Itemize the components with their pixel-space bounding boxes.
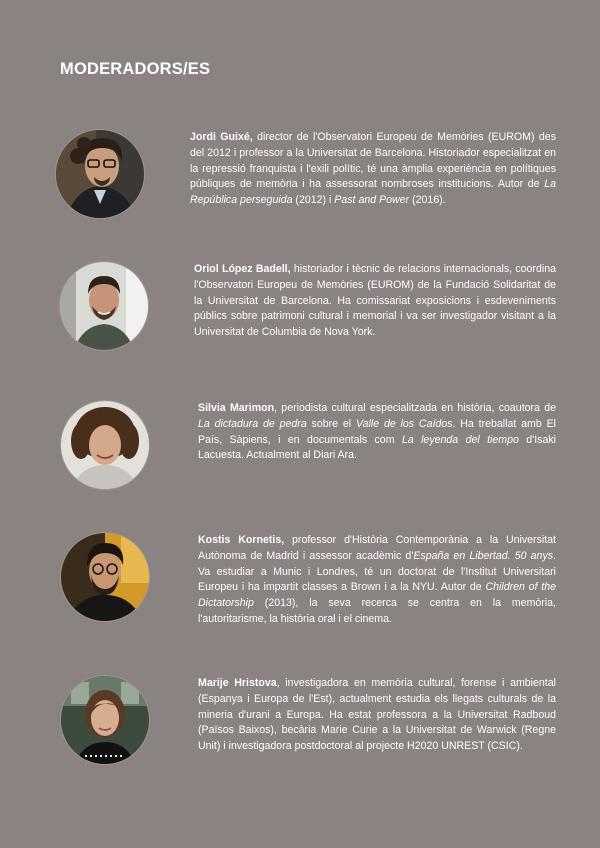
moderator-name: Jordi Guixé, bbox=[190, 131, 253, 143]
portrait-photo bbox=[61, 401, 149, 489]
moderator-entry bbox=[61, 676, 556, 776]
moderator-bio: Oriol López Badell, historiador i tècnic de relacions internacionals, coordina l'Observatori Europeu de Memòries (EUROM) de la Fundació Solidaritat de la Universitat de Barcelona. Ha comissariat exposicions i esdeveniments públics sobre patrimoni cultural i memorial i va ser investigador visitant a la Universitat de Columbia de Nova York. bbox=[194, 263, 556, 339]
moderator-entry bbox=[61, 533, 556, 633]
page-title: MODERADORS/ES bbox=[60, 60, 211, 78]
moderator-entry bbox=[61, 401, 556, 501]
portrait-photo bbox=[61, 676, 149, 764]
moderator-name: Marije Hristova bbox=[198, 677, 277, 689]
moderator-bio: Silvia Marimon, periodista cultural especialitzada en història, coautora de La dictadura de pedra sobre el Valle de los Caídos. Ha treballat amb El País, Sàpiens, i en documentals com La leyenda del tiempo d'Isaki Lacuesta. Actualment al Diari Ara. bbox=[198, 402, 556, 462]
portrait-photo bbox=[56, 130, 144, 218]
moderator-name: Silvia Marimon bbox=[198, 402, 275, 414]
moderator-entry bbox=[56, 130, 556, 230]
moderator-name: Oriol López Badell, bbox=[194, 263, 291, 275]
portrait-photo bbox=[61, 533, 149, 621]
moderator-bio: Marije Hristova, investigadora en memòria cultural, forense i ambiental (Espanya i Europa de l'Est), actualment estudia els llegats culturals de la mineria d'urani a Europa. Ha estat professora a la Universitat Radboud (Països Baixos), becària Marie Curie a la Universitat de Warwick (Regne Unit) i investigadora postdoctoral al projecte H2020 UNREST (CSIC). bbox=[198, 677, 556, 753]
portrait-photo bbox=[60, 262, 148, 350]
moderator-entry bbox=[60, 262, 556, 362]
moderator-name: Kostis Kornetis, bbox=[198, 534, 285, 546]
moderator-bio: Jordi Guixé, director de l'Observatori Europeu de Memòries (EUROM) des del 2012 i professor a la Universitat de Barcelona. Historiador especialitzat en la repressió franquista i l'exili polític, té una àmplia experiència en polítiques públiques de memòria i ha assessorat nombroses institucions. Autor de La República perseguida (2012) i Past and Power (2016). bbox=[190, 131, 556, 207]
moderator-bio: Kostis Kornetis, professor d'Història Contemporània a la Universitat Autònoma de Madrid i assessor acadèmic d'España en Libertad. 50 anys. Va estudiar a Munic i Londres, té un doctorat de l'Institut Universitari Europeu i ha impartit classes a Brown i a la NYU. Autor de Children of the Dictatorship (2013), la seva recerca se centra en la memòria, l'autoritarisme, la història oral i el cinema. bbox=[198, 534, 556, 625]
